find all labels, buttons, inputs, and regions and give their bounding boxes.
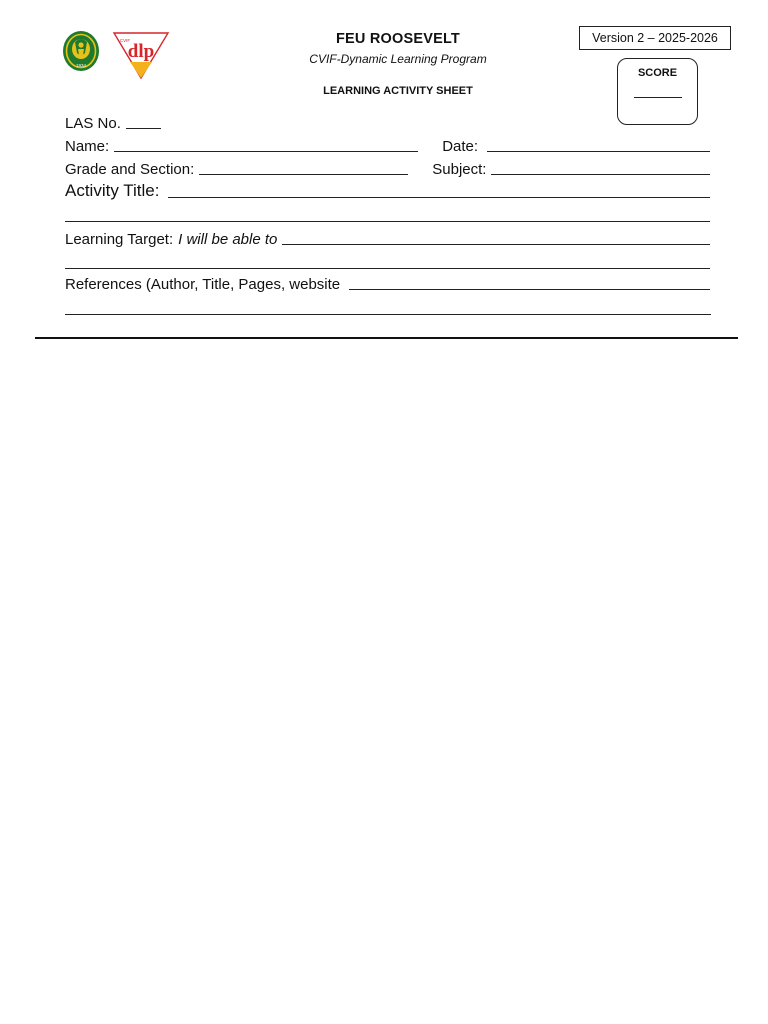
- learning-target-row: [65, 228, 710, 248]
- seal-year-text: 1934: [75, 63, 87, 68]
- references-field[interactable]: [349, 289, 710, 290]
- score-label: SCORE: [637, 67, 678, 79]
- activity-title-field[interactable]: [168, 197, 710, 198]
- dlp-logo-letters: dlp: [127, 41, 155, 62]
- learning-target-continuation-line[interactable]: [65, 268, 710, 269]
- sheet-title: LEARNING ACTIVITY SHEET: [323, 85, 473, 97]
- subject-label: Subject:: [432, 161, 487, 178]
- learning-target-label: Learning Target:: [65, 231, 174, 248]
- grade-section-label: Grade and Section:: [65, 161, 195, 178]
- learning-target-field[interactable]: [282, 244, 710, 245]
- activity-title-continuation-line[interactable]: [65, 221, 710, 222]
- name-field[interactable]: [114, 151, 418, 152]
- references-row: [65, 273, 710, 293]
- activity-title-label: Activity Title:: [65, 181, 160, 200]
- date-label: Date:: [442, 138, 479, 155]
- name-label: Name:: [65, 138, 110, 155]
- references-continuation-line[interactable]: [65, 314, 711, 315]
- name-date-row: [65, 135, 710, 155]
- program-name: CVIF-Dynamic Learning Program: [309, 52, 487, 66]
- school-name: FEU ROOSEVELT: [336, 31, 460, 47]
- references-label: References (Author, Title, Pages, website: [65, 276, 341, 293]
- grade-subject-row: [65, 158, 710, 178]
- learning-target-prompt: I will be able to: [178, 231, 278, 248]
- activity-title-row: [65, 181, 710, 201]
- date-field[interactable]: [487, 151, 710, 152]
- version-box: Version 2 – 2025-2026: [579, 26, 731, 50]
- las-number-row: [65, 112, 710, 132]
- score-blank-line[interactable]: [634, 97, 682, 98]
- header-divider: [35, 337, 738, 339]
- dlp-logo-small-text: CVIF: [119, 38, 131, 43]
- las-number-label: LAS No.: [65, 115, 121, 132]
- las-number-field[interactable]: [126, 128, 161, 129]
- subject-field[interactable]: [491, 174, 710, 175]
- grade-section-field[interactable]: [199, 174, 408, 175]
